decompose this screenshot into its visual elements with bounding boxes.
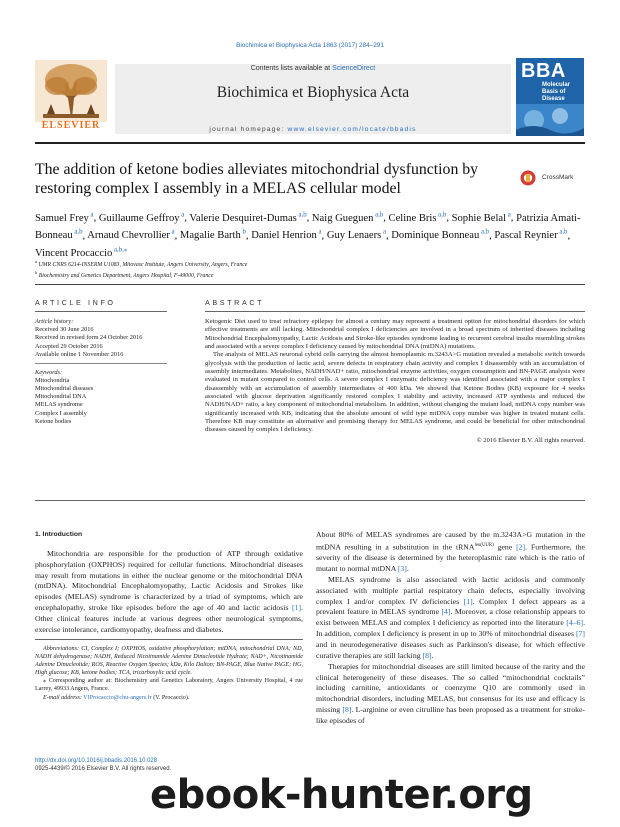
issn-line: 0925-4439/© 2016 Elsevier B.V. All rights reserved. xyxy=(35,766,172,773)
citation-link[interactable]: [4–6] xyxy=(566,618,584,628)
history-received: Received 30 June 2016 xyxy=(35,326,94,334)
keyword: MELAS syndrome xyxy=(35,401,83,409)
history-label: Article history: xyxy=(35,318,74,325)
article-info-heading: ARTICLE INFO xyxy=(35,298,116,307)
keyword: Mitochondria xyxy=(35,376,70,384)
author-list: Samuel Frey $^a$, Guillaume Geffroy $^a$, Valerie Desquiret-Dumas $^{a,b}$, Naig Gueguen $^{a,b}$, Celine Bris $^{a,b}$, Sophie Belal $^a$, Patrizia Amati-Bonneau $^{a,b}$, Arnaud Chevrollier $^a$, Magalie Barth $^b$, Daniel Henrion $^a$, Guy Lenaers $^a$, Dominique Bonneau $^{a,b}$, Pascal Reynier $^{a,b}$, Vincent Procaccio $^{a,b,⁎}$ xyxy=(35,211,581,260)
article-info-divider xyxy=(35,311,167,312)
citation-link[interactable]: [4] xyxy=(441,607,451,617)
sciencedirect-link[interactable]: ScienceDirect xyxy=(332,65,376,72)
cover-subtitle: Molecular Basis of Disease xyxy=(542,82,571,102)
footnote-divider xyxy=(35,639,303,640)
article-info xyxy=(35,318,167,426)
article-title: The addition of ketone bodies alleviates mitochondrial dysfunction by restoring complex I assembly in a MELAS cellular model xyxy=(35,161,479,197)
author-name[interactable]: Daniel Henrion $^a$ xyxy=(251,228,322,242)
doi-link[interactable]: http://dx.doi.org/10.1016/j.bbadis.2016.10.028 xyxy=(35,758,158,764)
info-divider xyxy=(35,363,167,364)
affiliation-marker: a,b xyxy=(479,228,490,236)
author-name[interactable]: Guillaume Geffroy $^a$ xyxy=(98,211,185,224)
journal-name: Biochimica et Biophysica Acta xyxy=(216,84,410,101)
author-name[interactable]: Pascal Reynier $^{a,b}$ xyxy=(494,228,568,242)
citation-link[interactable]: [7] xyxy=(575,629,585,639)
history-revised: Received in revised form 24 October 2016 xyxy=(35,334,143,342)
journal-citation-link[interactable]: Biochimica et Biophysica Acta 1863 (2017) 284–291 xyxy=(236,42,384,49)
affiliation-marker: a,b xyxy=(72,228,83,236)
author-name[interactable]: Valerie Desquiret-Dumas $^{a,b}$ xyxy=(189,211,307,224)
body-paragraph: Therapies for mitochondrial diseases are still limited because of the rarity and the clinical heterogeneity of these diseases. The so called “mitochondrial cocktails” including carnitine, antioxidants or coenzyme Q10 are commonly used in mitochondrial disorders, including MELAS, but consensus for its use and efficacy is missing [8]. L-arginine or even citrulline has been proposed as a treatment for stroke-like episodes of xyxy=(316,661,586,725)
crossmark-label: CrossMark xyxy=(542,174,574,181)
keyword: Complex I assembly xyxy=(35,409,87,417)
affiliation-marker: a xyxy=(169,228,175,236)
abstract-divider xyxy=(205,311,585,312)
keywords-label: Keywords: xyxy=(35,368,63,376)
citation-link[interactable]: [1] xyxy=(292,603,302,613)
author-name[interactable]: Samuel Frey $^a$ xyxy=(35,211,94,224)
section-title: 1. Introduction xyxy=(35,531,83,538)
abstract xyxy=(205,318,585,445)
citation-link[interactable]: [3] xyxy=(397,564,407,574)
publisher-logo-text: ELSEVIER xyxy=(41,120,101,131)
keyword: Mitochondrial diseases xyxy=(35,385,94,393)
body-paragraph: About 80% of MELAS syndromes are caused by the m.3243A>G mutation in the mtDNA resulting in a substitution in the tRNA$^{leu(UUR)}$ gene [2]. Furthermore, the severity of the disease is determined by the heteroplasmic rate which is the ratio of mutant to normal mtDNA [3]. xyxy=(316,530,585,574)
keyword: Ketone bodies xyxy=(35,417,72,425)
keyword: Mitochondrial DNA xyxy=(35,393,87,401)
journal-cover-image xyxy=(516,58,584,136)
body-paragraph: MELAS syndrome is also associated with lactic acidosis and commonly associated with multiple partial respiratory chain defects, especially involving complex I and/or complex IV deficiencies [1]. Complex I defect appears as a prevalent feature in MELAS syndrome [4]. Moreover, a close relationship appears to exist between MELAS and complex I deficiency as reported into the literature [4–6]. In addition, complex I deficiency is present in up to 30% of mitochondrial diseases [7] and in neurodegenerative diseases such as Parkinson's disease, for which effective curative therapies are still lacking [8]. xyxy=(316,574,585,660)
body-left-column xyxy=(35,530,303,636)
body-right-column xyxy=(316,530,585,727)
author-name[interactable]: Dominique Bonneau $^{a,b}$ xyxy=(391,228,490,242)
affiliation-marker: a xyxy=(88,211,94,218)
header-divider xyxy=(35,142,585,144)
affiliation-marker: a xyxy=(381,228,386,236)
affiliation-marker: a,b,⁎ xyxy=(112,246,128,254)
author-name[interactable]: Guy Lenaers $^a$ xyxy=(326,228,386,242)
affiliation-a: $^a$ UMR CNRS 6214-INSERM U1083, Mitovasc Institute, Angers University, Angers, France xyxy=(35,259,248,268)
watermark-text: ebook-hunter.org xyxy=(150,772,533,818)
citation-link[interactable]: [8] xyxy=(342,705,352,715)
cover-art-icon xyxy=(516,104,584,136)
affiliation-marker: a,b xyxy=(557,228,568,236)
abstract-heading: ABSTRACT xyxy=(205,298,265,307)
corresponding-author-footnote: ⁎ Corresponding author at: Biochemistry and Genetics Laboratory, Angers University Hospital, 4 rue Larrey, 49933 Angers, France. xyxy=(35,678,303,693)
copyright-notice: © 2016 Elsevier B.V. All rights reserved. xyxy=(476,436,585,444)
author-name[interactable]: Vincent Procaccio $^{a,b,⁎}$ xyxy=(35,246,128,260)
homepage-prefix: journal homepage: xyxy=(209,126,288,133)
affiliation-marker: a,b xyxy=(436,211,447,218)
author-name[interactable]: Magalie Barth $^b$ xyxy=(179,228,246,242)
contents-line xyxy=(115,65,511,72)
abstract-paragraph: The analysis of MELAS neuronal cybrid cells carrying the almost homoplasmic m.3243A>G mutation revealed a metabolic switch towards glycolysis with the production of lactic acid, severe defects in respiratory chain activity and complex I disassembly with an accumulation of assembly intermediates. Metabolites, NADH/NAD+ ratio, mitochondrial enzyme activities, oxygen consumption and BN-PAGE analysis were evaluated in mutant compared to control cells. A severe complex I enzymatic deficiency was identified associated with a major complex I disassembly with an accumulation of assembly intermediates of 400 kDa. We showed that Ketone Bodies (KB) exposure for 4 weeks associated with glucose deprivation significantly restored complex I stability and activity, increased ATP synthesis and reduced the NADH/NAD+ ratio, a key component of mitochondrial metabolism. In addition, without changing the mutant load, mtDNA copy number was significantly increased with KB, indicating that the absolute amount of wild type mtDNA copy number was higher in treated mutant cells. Therefore KB may constitute an alternative and promising therapy for MELAS syndrome, and could be beneficial for other mitochondrial diseases caused by complex I deficiency. xyxy=(205,351,585,434)
journal-header xyxy=(35,56,585,138)
history-accepted: Accepted 29 October 2016 xyxy=(35,342,103,350)
affiliation-marker: b xyxy=(240,228,246,236)
affiliation-marker: a xyxy=(316,228,322,236)
homepage-link[interactable]: www.elsevier.com/locate/bbadis xyxy=(287,126,417,133)
affiliation-marker: a xyxy=(179,211,185,218)
contents-prefix: Contents lists available at xyxy=(250,65,333,72)
abbreviations-footnote: Abbreviations: CI, Complex I; OXPHOS, oxidative phosphorylation; mtDNA, mitochondrial DNA; ND, NADH dehydrogenase; NADH, Reduced Nicotinamide Adenine Dinucleotide Hydrate; NAD+, Nicotinamide Adenine Dinucleotide; ROS, Reactive Oxygen Species; kDa, Kilo Dalton; BN-PAGE, Blue Native PAGE; HG, High glucose; KB, ketone bodies; TCA, tricarboxylic acid cycle. xyxy=(35,646,303,677)
affiliations xyxy=(35,258,585,280)
author-name[interactable]: Patrizia Amati-Bonneau $^{a,b}$ xyxy=(35,212,581,242)
affiliation-divider xyxy=(35,284,585,285)
journal-homepage xyxy=(115,126,511,133)
author-name[interactable]: Sophie Belal $^a$ xyxy=(451,211,511,224)
author-name[interactable]: Celine Bris $^{a,b}$ xyxy=(388,211,447,224)
abstract-paragraph: Ketogenic Diet used to treat refractory epilepsy for almost a century may represent a treatment option for mitochondrial disorders for which effective treatments are still lacking. Mitochondrial complex I deficiencies are involved in a broad spectrum of inherited diseases including Mitochondrial Encephalomyopathy, Lactic Acidosis and Stroke-like episodes syndrome leading to recurrent cerebral insults resembling strokes and associated with a severe complex I deficiency caused by mitochondrial DNA (mtDNA) mutations. xyxy=(205,318,585,351)
citation-link[interactable]: [2] xyxy=(516,542,526,552)
history-online: Available online 1 November 2016 xyxy=(35,350,124,358)
author-name[interactable]: Naig Gueguen $^{a,b}$ xyxy=(311,211,384,224)
abstract-bottom-divider xyxy=(35,500,585,501)
crossmark-button[interactable] xyxy=(519,170,583,186)
footnotes xyxy=(35,645,303,702)
email-footnote: E-mail address: VIProcaccio@chu-angers.fr (V. Procaccio). xyxy=(43,694,190,701)
affiliation-marker: a,b xyxy=(373,211,384,218)
affiliation-marker: a xyxy=(506,211,511,218)
affiliation-b: $^b$ Biochemistry and Genetics Department, Angers Hospital, F-49000, France xyxy=(35,270,214,280)
author-name[interactable]: Arnaud Chevrollier $^a$ xyxy=(87,228,175,242)
citation-link[interactable]: [1] xyxy=(463,596,473,606)
cover-title: BBA xyxy=(521,60,566,82)
affiliation-marker: a,b xyxy=(296,211,307,218)
crossmark-icon xyxy=(519,170,539,186)
citation-link[interactable]: [8] xyxy=(422,650,432,660)
body-paragraph: Mitochondria are responsible for the production of ATP through oxidative phosphorylation (OXPHOS) required for cellular functions. Mitochondrial diseases may result from mutations in either the nuclear genome or the mitochondrial DNA (mtDNA). Mitochondrial Encephalomyopathy, Lactic Acidosis and Strokes like episodes (MELAS) syndrome is characterized by a triad of symptoms, which are encephalopathy, stroke like episodes before the age of 40 and lactic acidosis [1]. Other clinical features include at various degrees other neurological symptoms, exercise intolerance, cardiomyopathy, deafness and diabetes. xyxy=(35,548,303,634)
email-link[interactable]: VIProcaccio@chu-angers.fr xyxy=(83,694,152,701)
